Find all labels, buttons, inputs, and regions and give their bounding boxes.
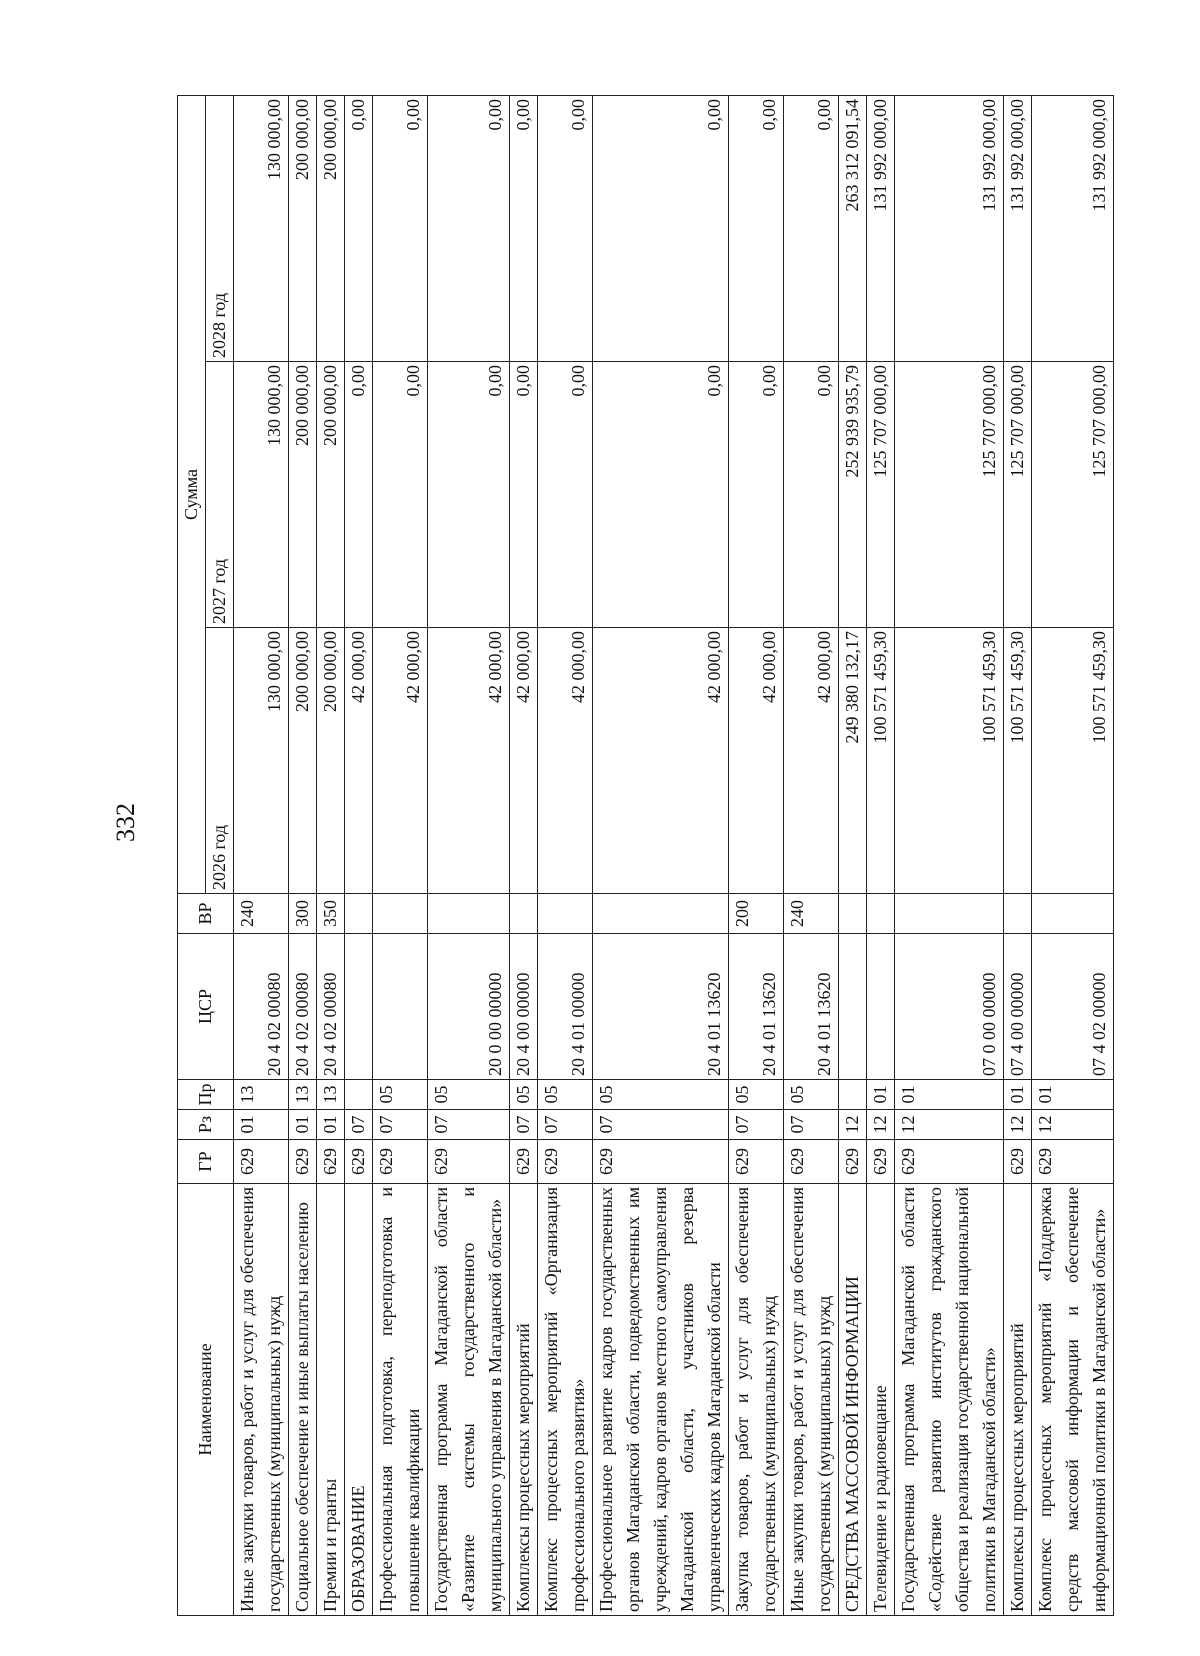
cell-name: Иные закупки товаров, работ и услуг для обеспечения государственных (муниципальных) нужд (234, 1184, 289, 1616)
cell-2028: 0,00 (729, 95, 784, 361)
cell-gr: 629 (895, 1140, 1004, 1184)
cell-gr: 629 (729, 1140, 784, 1184)
table-row (428, 95, 510, 1615)
cell-2027: 0,00 (784, 362, 839, 628)
cell-rz: 07 (593, 1110, 729, 1140)
cell-csr: 07 0 00 00000 (895, 934, 1004, 1080)
cell-2028: 131 992 000,00 (1032, 95, 1114, 361)
budget-table (177, 95, 1114, 1616)
cell-2027: 125 707 000,00 (867, 362, 895, 628)
cell-2026: 100 571 459,30 (1004, 628, 1032, 894)
cell-vr (839, 894, 867, 934)
cell-2027: 0,00 (345, 362, 373, 628)
cell-2026: 42 000,00 (345, 628, 373, 894)
cell-pr: 01 (895, 1080, 1004, 1110)
cell-pr: 05 (373, 1080, 428, 1110)
cell-name: СРЕДСТВА МАССОВОЙ ИНФОРМАЦИИ (839, 1184, 867, 1616)
cell-2027: 0,00 (538, 362, 593, 628)
cell-name: Профессиональная подготовка, переподготовка и повышение квалификации (373, 1184, 428, 1616)
cell-csr (839, 934, 867, 1080)
cell-2027: 0,00 (593, 362, 729, 628)
cell-gr: 629 (510, 1140, 538, 1184)
cell-2026: 100 571 459,30 (867, 628, 895, 894)
table-row (373, 95, 428, 1615)
cell-rz: 07 (510, 1110, 538, 1140)
cell-vr: 240 (234, 894, 289, 934)
cell-vr (1004, 894, 1032, 934)
cell-rz: 07 (373, 1110, 428, 1140)
table-row (895, 95, 1004, 1615)
cell-gr: 629 (538, 1140, 593, 1184)
cell-vr (593, 894, 729, 934)
table-row (593, 95, 729, 1615)
table-row (345, 95, 373, 1615)
cell-csr: 20 4 02 00080 (289, 934, 317, 1080)
table-row (234, 95, 289, 1615)
cell-vr (510, 894, 538, 934)
table-row (1004, 95, 1032, 1615)
cell-rz: 01 (317, 1110, 345, 1140)
cell-rz: 01 (289, 1110, 317, 1140)
cell-2027: 0,00 (428, 362, 510, 628)
cell-pr: 13 (234, 1080, 289, 1110)
cell-gr: 629 (373, 1140, 428, 1184)
cell-vr (895, 894, 1004, 934)
cell-2027: 125 707 000,00 (1032, 362, 1114, 628)
header-2027: 2027 год (206, 362, 234, 628)
cell-gr: 629 (234, 1140, 289, 1184)
cell-vr (428, 894, 510, 934)
cell-name: Профессиональное развитие кадров государственных органов Магаданской области, подведомственных им учреждений, кадров органов местного самоуправления Магаданской области, участников резерва управленческих кадров Магаданской области (593, 1184, 729, 1616)
header-gr: ГР (178, 1140, 234, 1184)
cell-gr: 629 (1004, 1140, 1032, 1184)
cell-name: Комплексы процессных мероприятий (510, 1184, 538, 1616)
cell-vr (1032, 894, 1114, 934)
cell-gr: 629 (1032, 1140, 1114, 1184)
cell-pr: 05 (593, 1080, 729, 1110)
cell-rz: 07 (345, 1110, 373, 1140)
cell-vr (373, 894, 428, 934)
cell-csr: 20 4 00 00000 (510, 934, 538, 1080)
cell-gr: 629 (345, 1140, 373, 1184)
cell-2027: 125 707 000,00 (1004, 362, 1032, 628)
header-name: Наименование (178, 1184, 234, 1616)
cell-vr: 200 (729, 894, 784, 934)
cell-name: Иные закупки товаров, работ и услуг для обеспечения государственных (муниципальных) нужд (784, 1184, 839, 1616)
cell-2027: 200 000,00 (289, 362, 317, 628)
cell-csr (373, 934, 428, 1080)
cell-rz: 07 (538, 1110, 593, 1140)
cell-pr: 13 (289, 1080, 317, 1110)
cell-csr: 20 4 01 13620 (729, 934, 784, 1080)
cell-2028: 0,00 (428, 95, 510, 361)
cell-2028: 0,00 (373, 95, 428, 361)
cell-rz: 01 (234, 1110, 289, 1140)
cell-2026: 42 000,00 (373, 628, 428, 894)
cell-name: ОБРАЗОВАНИЕ (345, 1184, 373, 1616)
cell-2028: 263 312 091,54 (839, 95, 867, 361)
cell-csr: 20 4 02 00080 (317, 934, 345, 1080)
cell-gr: 629 (867, 1140, 895, 1184)
cell-pr: 05 (784, 1080, 839, 1110)
budget-table-container (177, 96, 1112, 1616)
page-number: 332 (111, 803, 140, 842)
cell-2027: 125 707 000,00 (895, 362, 1004, 628)
cell-2028: 130 000,00 (234, 95, 289, 361)
cell-2026: 42 000,00 (510, 628, 538, 894)
cell-2028: 0,00 (593, 95, 729, 361)
cell-csr: 20 4 01 13620 (593, 934, 729, 1080)
cell-rz: 07 (784, 1110, 839, 1140)
header-2026: 2026 год (206, 628, 234, 894)
cell-rz: 12 (867, 1110, 895, 1140)
cell-vr (867, 894, 895, 934)
table-row (538, 95, 593, 1615)
cell-2028: 131 992 000,00 (895, 95, 1004, 361)
cell-name: Премии и гранты (317, 1184, 345, 1616)
cell-name: Комплексы процессных мероприятий (1004, 1184, 1032, 1616)
cell-gr: 629 (428, 1140, 510, 1184)
cell-2028: 131 992 000,00 (1004, 95, 1032, 361)
table-row (289, 95, 317, 1615)
table-row (784, 95, 839, 1615)
cell-pr: 01 (1004, 1080, 1032, 1110)
cell-pr (345, 1080, 373, 1110)
table-row (510, 95, 538, 1615)
cell-2026: 100 571 459,30 (895, 628, 1004, 894)
cell-2028: 0,00 (510, 95, 538, 361)
cell-vr: 240 (784, 894, 839, 934)
cell-csr: 20 4 02 00080 (234, 934, 289, 1080)
cell-2028: 0,00 (784, 95, 839, 361)
table-row (867, 95, 895, 1615)
cell-2026: 42 000,00 (784, 628, 839, 894)
cell-2026: 200 000,00 (317, 628, 345, 894)
cell-gr: 629 (289, 1140, 317, 1184)
header-pr: Пр (178, 1080, 234, 1110)
cell-2026: 200 000,00 (289, 628, 317, 894)
cell-vr (345, 894, 373, 934)
cell-2027: 252 939 935,79 (839, 362, 867, 628)
cell-2026: 42 000,00 (729, 628, 784, 894)
cell-rz: 07 (729, 1110, 784, 1140)
cell-csr: 20 0 00 00000 (428, 934, 510, 1080)
cell-csr: 07 4 02 00000 (1032, 934, 1114, 1080)
cell-name: Телевидение и радиовещание (867, 1184, 895, 1616)
cell-2026: 42 000,00 (428, 628, 510, 894)
cell-pr: 05 (729, 1080, 784, 1110)
cell-2026: 249 380 132,17 (839, 628, 867, 894)
cell-name: Комплекс процессных мероприятий «Поддержка средств массовой информации и обеспечение информационной политики в Магаданской области» (1032, 1184, 1114, 1616)
cell-rz: 12 (1032, 1110, 1114, 1140)
cell-2026: 100 571 459,30 (1032, 628, 1114, 894)
cell-2026: 130 000,00 (234, 628, 289, 894)
cell-name: Комплекс процессных мероприятий «Организация профессионального развития» (538, 1184, 593, 1616)
cell-gr: 629 (784, 1140, 839, 1184)
cell-2028: 200 000,00 (289, 95, 317, 361)
cell-2028: 0,00 (538, 95, 593, 361)
header-vr: ВР (178, 894, 234, 934)
cell-pr: 05 (510, 1080, 538, 1110)
cell-vr (538, 894, 593, 934)
cell-pr (839, 1080, 867, 1110)
cell-2028: 0,00 (345, 95, 373, 361)
header-rz: Рз (178, 1110, 234, 1140)
cell-2028: 200 000,00 (317, 95, 345, 361)
cell-gr: 629 (839, 1140, 867, 1184)
table-body (234, 95, 1114, 1615)
table-row (729, 95, 784, 1615)
cell-name: Социальное обеспечение и иные выплаты населению (289, 1184, 317, 1616)
header-sum: Сумма (178, 95, 206, 893)
cell-name: Закупка товаров, работ и услуг для обеспечения государственных (муниципальных) нужд (729, 1184, 784, 1616)
cell-pr: 01 (867, 1080, 895, 1110)
cell-pr: 05 (428, 1080, 510, 1110)
cell-rz: 12 (895, 1110, 1004, 1140)
cell-csr: 07 4 00 00000 (1004, 934, 1032, 1080)
cell-rz: 12 (839, 1110, 867, 1140)
cell-pr: 01 (1032, 1080, 1114, 1110)
cell-2027: 0,00 (729, 362, 784, 628)
cell-2026: 42 000,00 (593, 628, 729, 894)
cell-csr (867, 934, 895, 1080)
table-row (1032, 95, 1114, 1615)
cell-2026: 42 000,00 (538, 628, 593, 894)
cell-gr: 629 (593, 1140, 729, 1184)
cell-pr: 05 (538, 1080, 593, 1110)
cell-2027: 0,00 (510, 362, 538, 628)
cell-csr: 20 4 01 00000 (538, 934, 593, 1080)
cell-2027: 130 000,00 (234, 362, 289, 628)
header-csr: ЦСР (178, 934, 234, 1080)
cell-vr: 350 (317, 894, 345, 934)
cell-rz: 12 (1004, 1110, 1032, 1140)
header-2028: 2028 год (206, 95, 234, 361)
cell-2028: 131 992 000,00 (867, 95, 895, 361)
cell-name: Государственная программа Магаданской области «Развитие системы государственного и муниципального управления в Магаданской области» (428, 1184, 510, 1616)
cell-rz: 07 (428, 1110, 510, 1140)
table-row (839, 95, 867, 1615)
cell-csr (345, 934, 373, 1080)
table-row (317, 95, 345, 1615)
cell-vr: 300 (289, 894, 317, 934)
cell-csr: 20 4 01 13620 (784, 934, 839, 1080)
cell-2027: 0,00 (373, 362, 428, 628)
cell-name: Государственная программа Магаданской области «Содействие развитию институтов гражданского общества и реализация государственной национальной политики в Магаданской области» (895, 1184, 1004, 1616)
cell-gr: 629 (317, 1140, 345, 1184)
cell-2027: 200 000,00 (317, 362, 345, 628)
cell-pr: 13 (317, 1080, 345, 1110)
